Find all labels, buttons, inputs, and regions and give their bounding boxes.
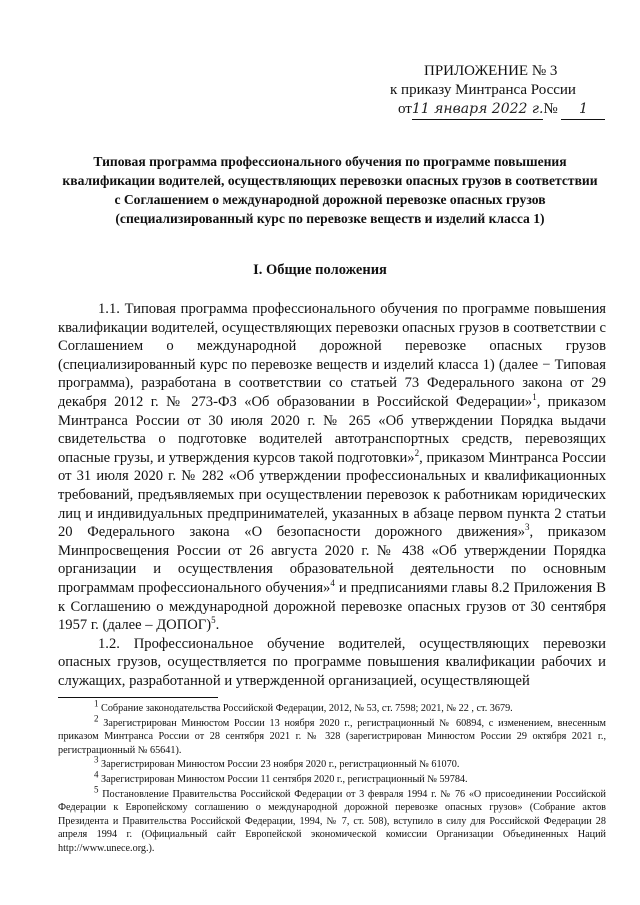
number-prefix: № — [543, 101, 558, 117]
order-date-line — [382, 100, 602, 120]
footnote-text: Собрание законодательства Российской Федерации, 2012, № 53, ст. 7598; 2021, № 22 , ст. 3679. — [98, 703, 513, 714]
document-body — [58, 300, 606, 690]
appendix-number: ПРИЛОЖЕНИЕ № 3 — [424, 63, 558, 79]
footnote-number: 1 — [94, 698, 99, 709]
footnote-text: Зарегистрирован Минюстом России 11 сентября 2020 г., регистрационный № 59784. — [98, 773, 468, 785]
footnote-text: Зарегистрирован Минюстом России 23 ноября 2020 г., регистрационный № 61070. — [98, 759, 460, 771]
footnote — [58, 754, 606, 772]
footnote-number: 2 — [94, 713, 99, 724]
section-heading: I. Общие положения — [253, 262, 387, 278]
footnotes — [58, 698, 606, 857]
footnote — [58, 713, 606, 758]
paragraph-text: , приказом Минтранса России от 30 июля 2020 г. № 265 «Об утверждении Порядка выдачи свидетельства о подготовке водителей автотранспортных средств, перевозящих опасные грузы, и утверждения курсов такой подготовки» — [58, 393, 606, 466]
footnote-ref: 4 — [330, 578, 335, 589]
footnote-number: 4 — [94, 769, 99, 780]
paragraph-text: 1.1. Типовая программа профессионального обучения по программе повышения квалификации водителей, осуществляющих перевозки опасных грузов в соответствии с Соглашением о международной дорожной перевозке опасных грузов (специализированный курс по перевозке веществ и изделий класса 1) (далее − Типовая программа), разработана в соответствии со статьей 73 Федерального закона от 29 декабря 2012 г. № 273-ФЗ «Об образовании в Российской Федерации» — [58, 301, 606, 410]
footnote-number: 5 — [94, 784, 99, 795]
footnote-text: Постановление Правительства Российской Федерации от 3 февраля 1994 г. № 76 «О присоединении Российской Федерации к Европейскому соглашению о международной дорожной перевозке опасных грузов» (Собрание актов Президента и Правительства Российской Федерации, 1994, № 7, ст. 508), вступило в силу для Российской Федерации 28 апреля 1994 г. (Официальный сайт Европейской экономической комиссии Организации Объединенных Наций http://www.unece.org.). — [58, 788, 606, 854]
paragraph-text: , приказом Минпросвещения России от 26 августа 2020 г. № 438 «Об утверждении Порядка организации и осуществления образовательной деятельности по основным программам профессионального обучения» — [58, 524, 607, 596]
paragraph-1-1 — [58, 300, 606, 635]
appendix-header — [382, 62, 602, 120]
footnote-text: Зарегистрирован Минюстом России 13 ноября 2020 г., регистрационный № 60894, с изменением, внесенным приказом Минтранса России от 28 сентября 2021 г. № 328 (зарегистрирован Минюстом России 29 октября 2021 г., регистрационный № 65641). — [58, 717, 606, 756]
footnote-number: 3 — [94, 754, 99, 765]
paragraph-text: , приказом Минтранса России от 31 июля 2020 г. № 282 «Об утверждении профессиональных и квалификационных требований, предъявляемых при осуществлении перевозок к работникам юридических лиц и индивидуальных предпринимателей, указанных в абзаце первом пункта 2 статьи 20 Федерального закона «О безопасности дорожного движения» — [58, 449, 606, 541]
footnote-divider — [58, 697, 218, 698]
footnote — [58, 769, 606, 787]
footnote-ref: 3 — [525, 522, 530, 533]
date-prefix: от — [398, 101, 412, 117]
handwritten-number: 1 — [561, 100, 605, 120]
footnote — [58, 784, 606, 856]
footnote-ref: 5 — [211, 615, 216, 626]
paragraph-text: . — [215, 617, 220, 634]
order-reference: к приказу Минтранса России — [390, 82, 576, 98]
footnote-ref: 2 — [414, 447, 420, 458]
paragraph-1-2: 1.2. Профессиональное обучение водителей, осуществляющих перевозки опасных грузов, осуществляется по программе повышения квалификации рабочих и служащих, разработанной и утвержденной организацией, осуществляющей — [58, 635, 606, 689]
footnote-ref: 1 — [532, 392, 537, 403]
paragraph-text: и предписаниями главы 8.2 Приложения В к Соглашению о международной дорожной перевозке опасных грузов от 30 сентября 1957 г. (далее – ДОПОГ) — [58, 579, 606, 634]
footnote — [58, 698, 606, 716]
handwritten-date: 11 января 2022 г. — [412, 100, 544, 120]
document-title: Типовая программа профессионального обучения по программе повышения квалификации водителей, осуществляющих перевозки опасных грузов в соответствии с Соглашением о международной дорожной перевозке опасных грузов (специализированный курс по перевозке веществ и изделий класса 1) — [62, 154, 598, 226]
